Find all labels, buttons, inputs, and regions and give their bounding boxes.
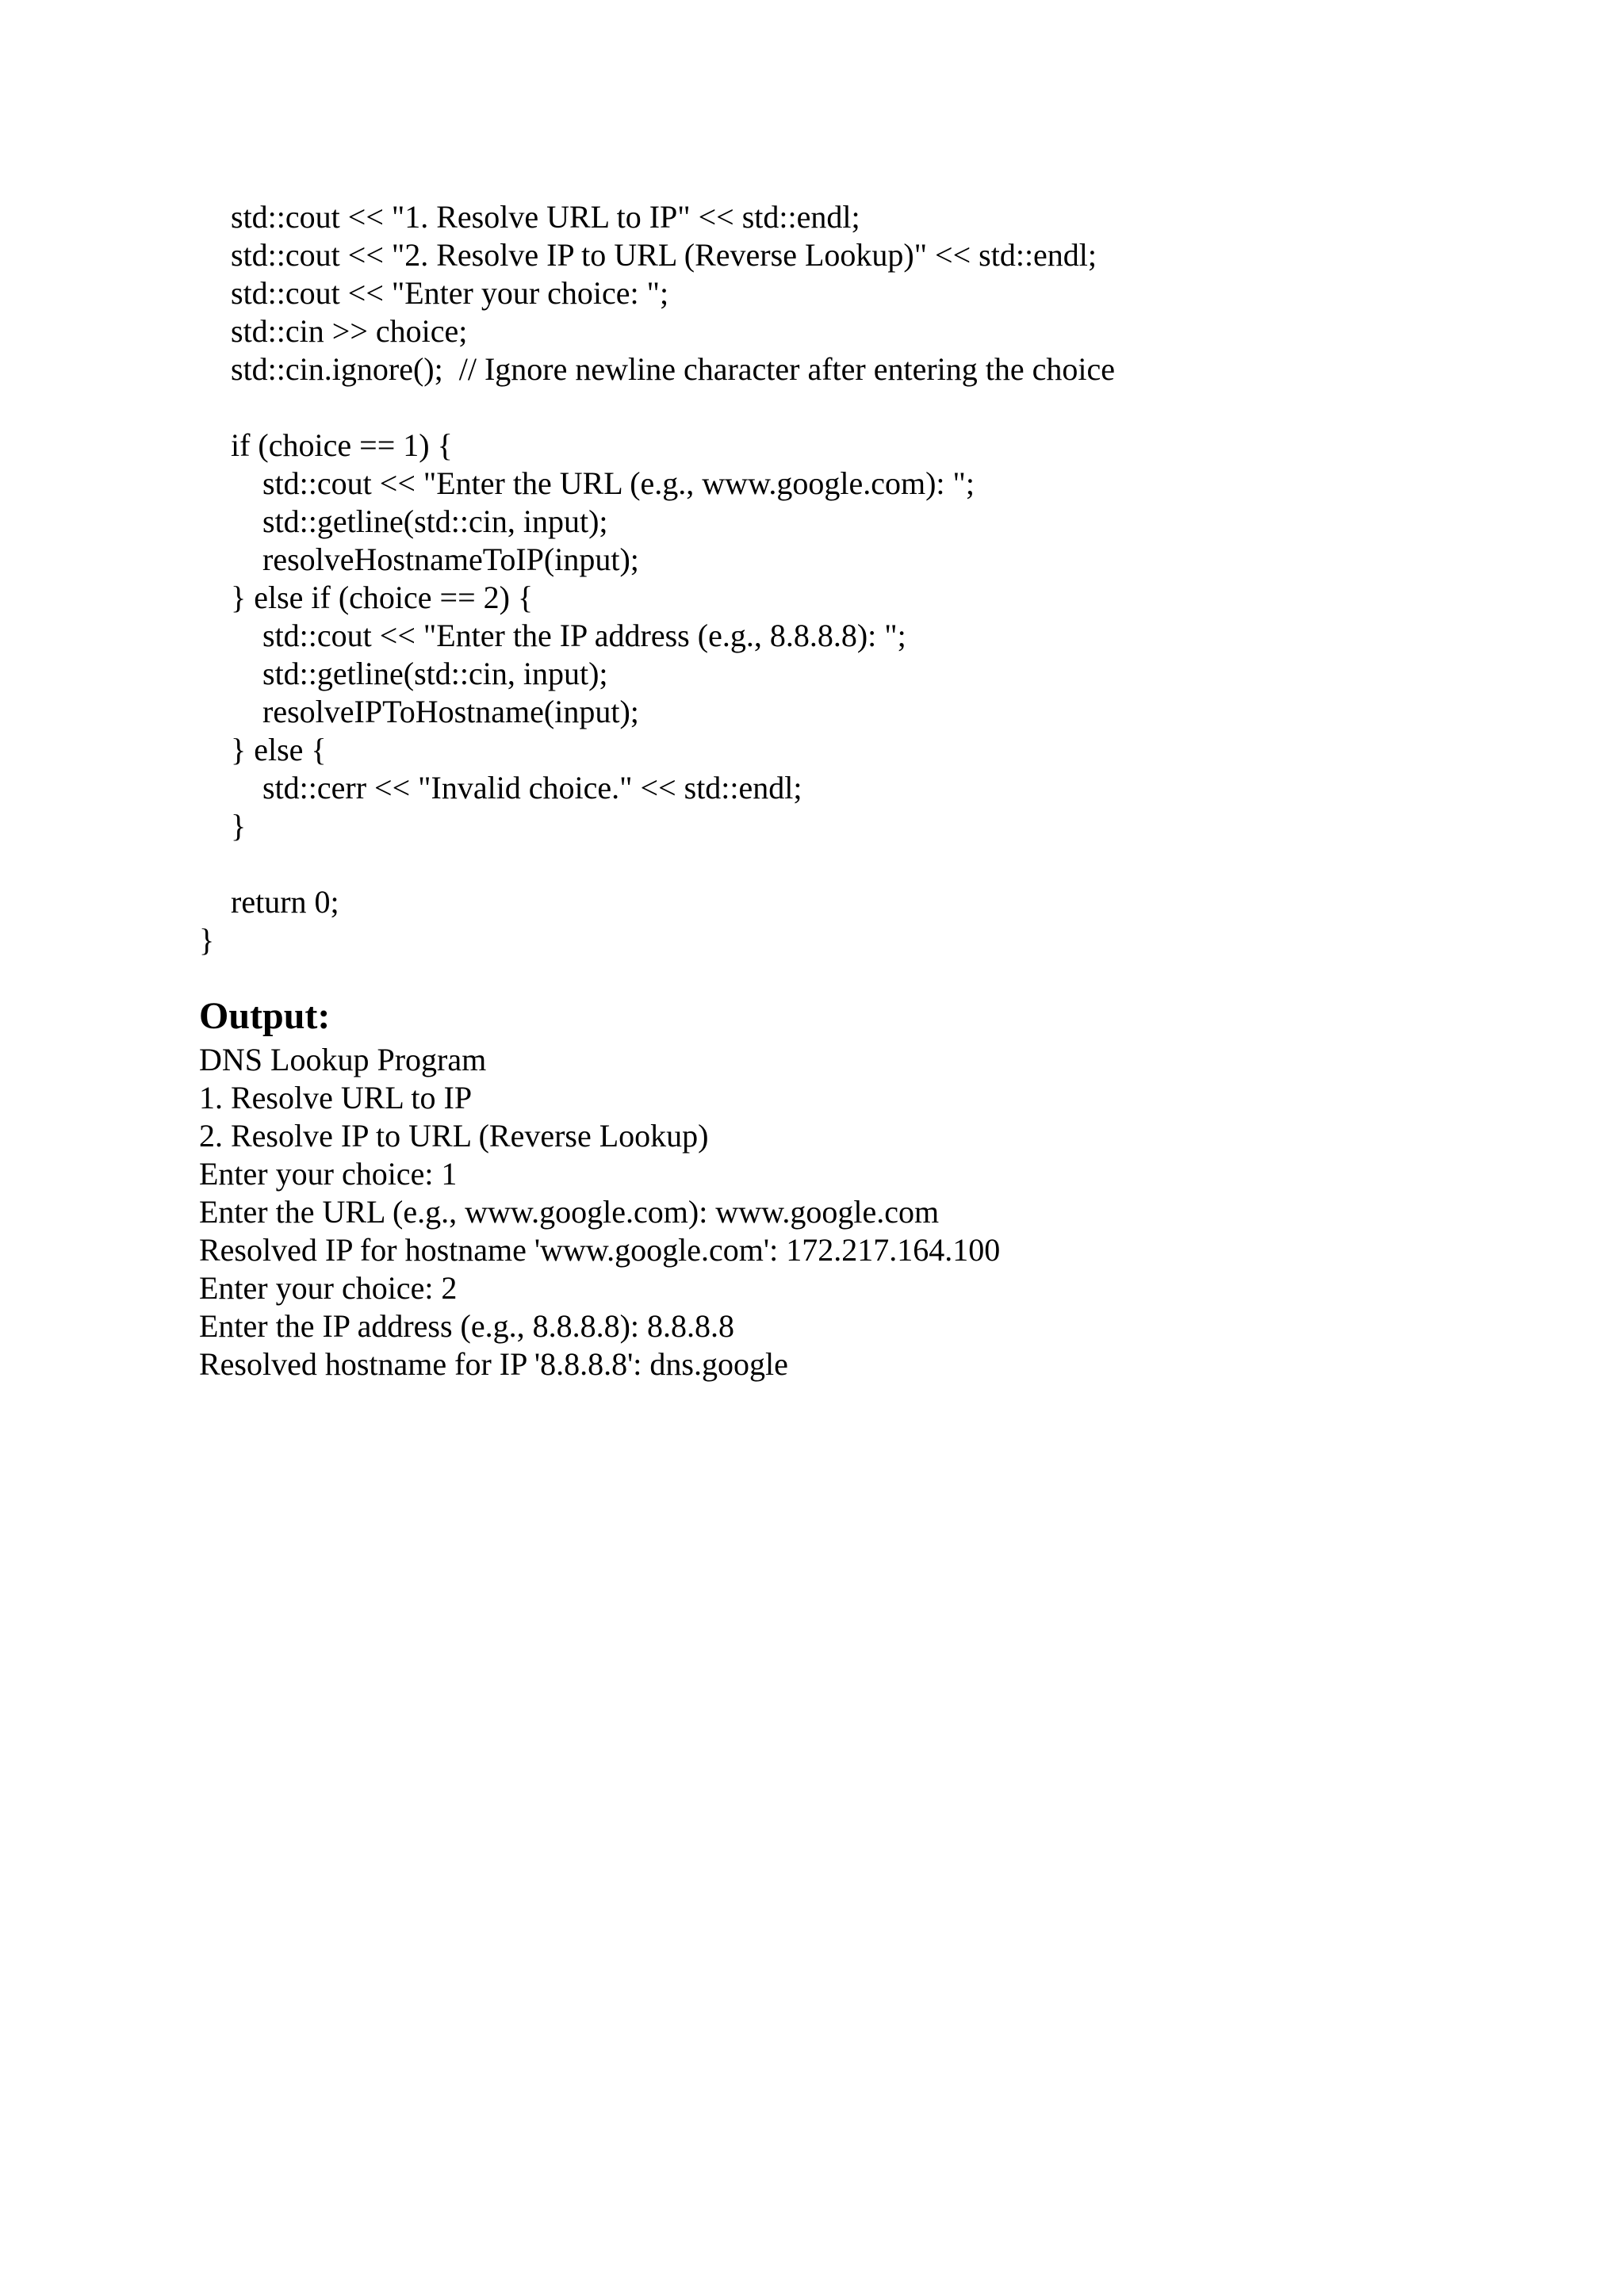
output-line: Resolved hostname for IP '8.8.8.8': dns.google: [199, 1346, 788, 1382]
output-line: Enter the IP address (e.g., 8.8.8.8): 8.8.8.8: [199, 1308, 735, 1344]
output-line: Enter the URL (e.g., www.google.com): www.google.com: [199, 1194, 940, 1230]
program-output: [199, 1041, 1547, 1383]
output-line: Enter your choice: 1: [199, 1156, 458, 1192]
output-heading: Output:: [199, 995, 331, 1037]
code-line: return 0;: [199, 884, 339, 920]
code-line: std::cin >> choice;: [199, 313, 468, 349]
code-line: std::cout << "Enter your choice: ";: [199, 275, 669, 311]
code-line: std::getline(std::cin, input);: [199, 503, 608, 539]
code-line: std::cout << "Enter the IP address (e.g., 8.8.8.8): ";: [199, 618, 906, 653]
code-blank-line: [199, 388, 1547, 427]
code-line: } else {: [199, 732, 327, 767]
code-line: std::cin.ignore(); // Ignore newline character after entering the choice: [199, 351, 1116, 387]
output-line: DNS Lookup Program: [199, 1042, 487, 1077]
code-line: if (choice == 1) {: [199, 427, 453, 463]
output-line: Enter your choice: 2: [199, 1270, 458, 1306]
code-line: } else if (choice == 2) {: [199, 580, 534, 615]
code-line: std::cout << "Enter the URL (e.g., www.google.com): ";: [199, 465, 975, 501]
code-line: }: [199, 808, 247, 844]
code-blank-line: [199, 845, 1547, 883]
output-line: 1. Resolve URL to IP: [199, 1080, 473, 1115]
output-line: Resolved IP for hostname 'www.google.com': 172.217.164.100: [199, 1232, 1001, 1268]
code-line: }: [199, 922, 215, 958]
code-listing: [199, 198, 1547, 959]
code-line: std::getline(std::cin, input);: [199, 656, 608, 691]
code-line: std::cerr << "Invalid choice." << std::endl;: [199, 770, 802, 806]
output-line: 2. Resolve IP to URL (Reverse Lookup): [199, 1118, 709, 1154]
code-line: std::cout << "1. Resolve URL to IP" << std::endl;: [199, 199, 860, 235]
code-line: resolveHostnameToIP(input);: [199, 541, 639, 577]
code-line: resolveIPToHostname(input);: [199, 694, 639, 729]
code-line: std::cout << "2. Resolve IP to URL (Reverse Lookup)" << std::endl;: [199, 237, 1097, 273]
